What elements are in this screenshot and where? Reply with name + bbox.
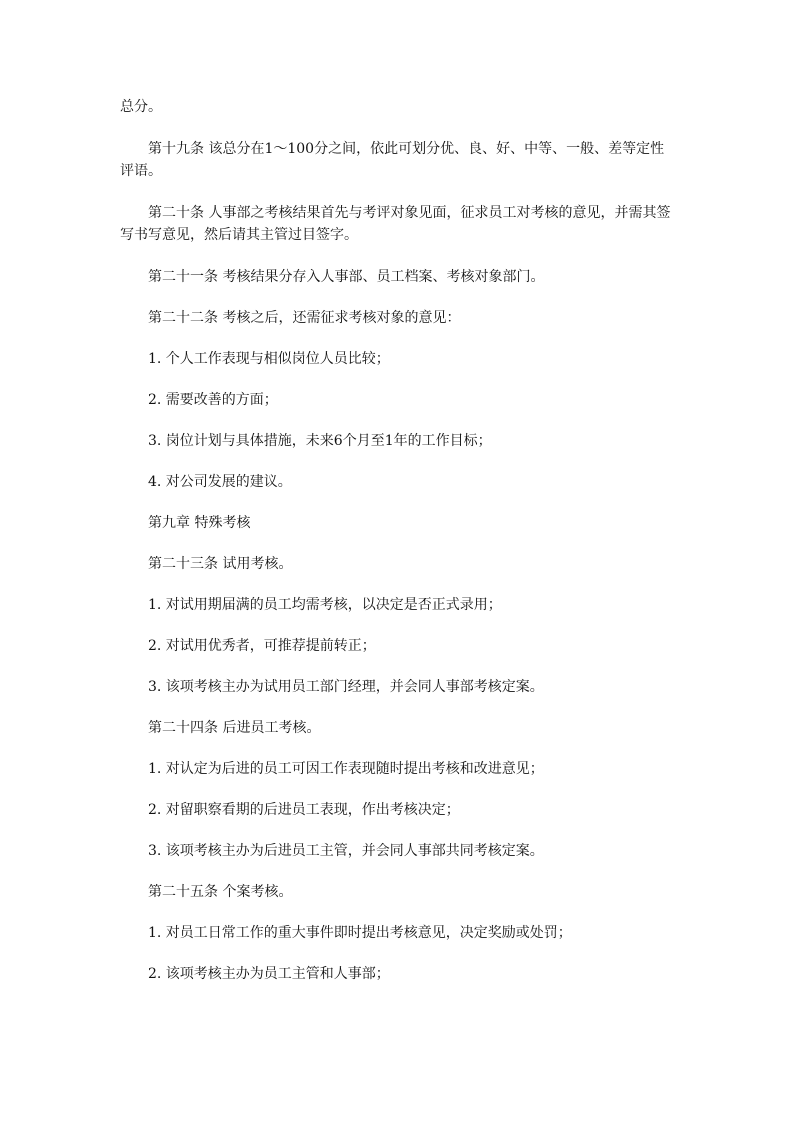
article-21: 第二十一条 考核结果分存入人事部、员工档案、考核对象部门。: [148, 269, 545, 285]
article-24-item-1: 1. 对认定为后进的员工可因工作表现随时提出考核和改进意见；: [148, 761, 544, 777]
article-19-line-1: 第十九条 该总分在1～100分之间，依此可划分优、良、好、中等、一般、差等定性: [148, 141, 665, 157]
chapter-9-heading: 第九章 特殊考核: [148, 515, 251, 531]
article-22-item-1: 1. 个人工作表现与相似岗位人员比较；: [148, 351, 390, 367]
article-19-line-2: 评语。: [120, 163, 162, 179]
paragraph-total-score-end: 总分。: [120, 99, 162, 115]
article-23-item-2: 2. 对试用优秀者，可推荐提前转正；: [148, 638, 376, 654]
article-24-item-3: 3. 该项考核主办为后进员工主管，并会同人事部共同考核定案。: [148, 843, 544, 859]
article-22: 第二十二条 考核之后，还需征求考核对象的意见：: [148, 310, 461, 326]
article-25: 第二十五条 个案考核。: [148, 884, 293, 900]
article-22-item-2: 2. 需要改善的方面；: [148, 392, 278, 408]
article-23-item-1: 1. 对试用期届满的员工均需考核，以决定是否正式录用；: [148, 597, 502, 613]
article-24: 第二十四条 后进员工考核。: [148, 720, 321, 736]
article-25-item-2: 2. 该项考核主办为员工主管和人事部；: [148, 966, 390, 982]
article-22-item-4: 4. 对公司发展的建议。: [148, 474, 292, 490]
article-22-item-3: 3. 岗位计划与具体措施，未来6个月至1年的工作目标；: [148, 433, 492, 449]
article-23: 第二十三条 试用考核。: [148, 556, 293, 572]
article-23-item-3: 3. 该项考核主办为试用员工部门经理，并会同人事部考核定案。: [148, 679, 544, 695]
article-25-item-1: 1. 对员工日常工作的重大事件即时提出考核意见，决定奖励或处罚；: [148, 925, 572, 941]
article-20-line-2: 写书写意见，然后请其主管过目签字。: [120, 227, 358, 243]
article-24-item-2: 2. 对留职察看期的后进员工表现，作出考核决定；: [148, 802, 460, 818]
article-20-line-1: 第二十条 人事部之考核结果首先与考评对象见面，征求员工对考核的意见，并需其签: [148, 205, 671, 221]
